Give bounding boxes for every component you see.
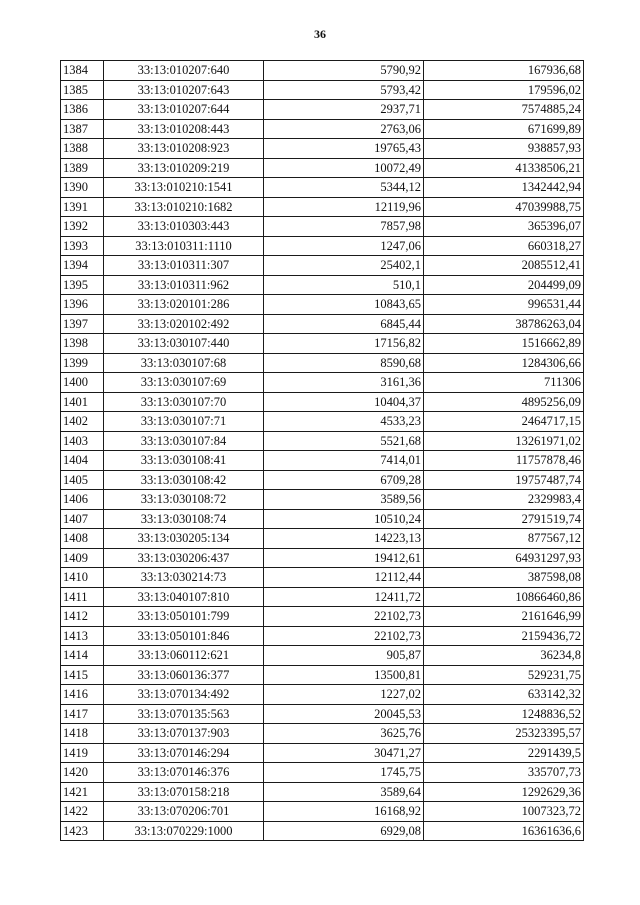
area-cell: 19765,43	[264, 139, 424, 159]
cadastral-number-cell: 33:13:010303:443	[104, 217, 264, 237]
table-row	[61, 548, 584, 568]
value-cell: 1007323,72	[424, 802, 584, 822]
area-cell: 12112,44	[264, 568, 424, 588]
cadastral-number-cell: 33:13:010311:307	[104, 256, 264, 276]
table-row	[61, 334, 584, 354]
value-cell: 365396,07	[424, 217, 584, 237]
area-cell: 3625,76	[264, 724, 424, 744]
row-number-cell: 1387	[61, 119, 104, 139]
value-cell: 167936,68	[424, 61, 584, 81]
table-row	[61, 724, 584, 744]
cadastral-number-cell: 33:13:070146:294	[104, 743, 264, 763]
row-number-cell: 1421	[61, 782, 104, 802]
parcel-table	[60, 60, 584, 841]
area-cell: 17156,82	[264, 334, 424, 354]
row-number-cell: 1390	[61, 178, 104, 198]
value-cell: 2161646,99	[424, 607, 584, 627]
row-number-cell: 1400	[61, 373, 104, 393]
cadastral-number-cell: 33:13:070206:701	[104, 802, 264, 822]
cadastral-number-cell: 33:13:010208:443	[104, 119, 264, 139]
row-number-cell: 1418	[61, 724, 104, 744]
table-row	[61, 802, 584, 822]
table-row	[61, 763, 584, 783]
row-number-cell: 1385	[61, 80, 104, 100]
row-number-cell: 1404	[61, 451, 104, 471]
area-cell: 5521,68	[264, 431, 424, 451]
cadastral-number-cell: 33:13:030107:69	[104, 373, 264, 393]
table-row	[61, 236, 584, 256]
cadastral-number-cell: 33:13:060112:621	[104, 646, 264, 666]
table-row	[61, 646, 584, 666]
area-cell: 12119,96	[264, 197, 424, 217]
value-cell: 2329983,4	[424, 490, 584, 510]
area-cell: 3589,64	[264, 782, 424, 802]
parcel-table-body	[61, 61, 584, 841]
area-cell: 6709,28	[264, 470, 424, 490]
row-number-cell: 1399	[61, 353, 104, 373]
table-row	[61, 217, 584, 237]
table-row	[61, 626, 584, 646]
table-row	[61, 470, 584, 490]
table-row	[61, 178, 584, 198]
row-number-cell: 1410	[61, 568, 104, 588]
row-number-cell: 1389	[61, 158, 104, 178]
area-cell: 4533,23	[264, 412, 424, 432]
cadastral-number-cell: 33:13:060136:377	[104, 665, 264, 685]
row-number-cell: 1408	[61, 529, 104, 549]
cadastral-number-cell: 33:13:020102:492	[104, 314, 264, 334]
value-cell: 529231,75	[424, 665, 584, 685]
row-number-cell: 1415	[61, 665, 104, 685]
page-number: 36	[314, 27, 326, 41]
area-cell: 25402,1	[264, 256, 424, 276]
area-cell: 10843,65	[264, 295, 424, 315]
table-row	[61, 587, 584, 607]
value-cell: 2791519,74	[424, 509, 584, 529]
cadastral-number-cell: 33:13:010207:644	[104, 100, 264, 120]
row-number-cell: 1384	[61, 61, 104, 81]
cadastral-number-cell: 33:13:030107:70	[104, 392, 264, 412]
cadastral-number-cell: 33:13:030107:440	[104, 334, 264, 354]
area-cell: 1745,75	[264, 763, 424, 783]
area-cell: 30471,27	[264, 743, 424, 763]
cadastral-number-cell: 33:13:030107:68	[104, 353, 264, 373]
row-number-cell: 1396	[61, 295, 104, 315]
area-cell: 3161,36	[264, 373, 424, 393]
area-cell: 8590,68	[264, 353, 424, 373]
cadastral-number-cell: 33:13:030108:41	[104, 451, 264, 471]
table-row	[61, 685, 584, 705]
row-number-cell: 1411	[61, 587, 104, 607]
table-row	[61, 665, 584, 685]
area-cell: 5793,42	[264, 80, 424, 100]
row-number-cell: 1413	[61, 626, 104, 646]
area-cell: 6845,44	[264, 314, 424, 334]
row-number-cell: 1405	[61, 470, 104, 490]
cadastral-number-cell: 33:13:010311:962	[104, 275, 264, 295]
row-number-cell: 1402	[61, 412, 104, 432]
table-row	[61, 80, 584, 100]
table-row	[61, 743, 584, 763]
value-cell: 387598,08	[424, 568, 584, 588]
table-row	[61, 373, 584, 393]
table-row	[61, 782, 584, 802]
value-cell: 633142,32	[424, 685, 584, 705]
area-cell: 16168,92	[264, 802, 424, 822]
table-row	[61, 139, 584, 159]
table-row	[61, 119, 584, 139]
value-cell: 47039988,75	[424, 197, 584, 217]
table-row	[61, 529, 584, 549]
area-cell: 2763,06	[264, 119, 424, 139]
area-cell: 10072,49	[264, 158, 424, 178]
table-row	[61, 353, 584, 373]
table-row	[61, 61, 584, 81]
value-cell: 16361636,6	[424, 821, 584, 841]
row-number-cell: 1417	[61, 704, 104, 724]
row-number-cell: 1406	[61, 490, 104, 510]
area-cell: 14223,13	[264, 529, 424, 549]
area-cell: 3589,56	[264, 490, 424, 510]
cadastral-number-cell: 33:13:010311:1110	[104, 236, 264, 256]
value-cell: 179596,02	[424, 80, 584, 100]
table-row	[61, 607, 584, 627]
cadastral-number-cell: 33:13:030205:134	[104, 529, 264, 549]
cadastral-number-cell: 33:13:020101:286	[104, 295, 264, 315]
row-number-cell: 1409	[61, 548, 104, 568]
value-cell: 41338506,21	[424, 158, 584, 178]
row-number-cell: 1412	[61, 607, 104, 627]
cadastral-number-cell: 33:13:010210:1682	[104, 197, 264, 217]
row-number-cell: 1423	[61, 821, 104, 841]
value-cell: 877567,12	[424, 529, 584, 549]
cadastral-number-cell: 33:13:050101:846	[104, 626, 264, 646]
area-cell: 905,87	[264, 646, 424, 666]
value-cell: 711306	[424, 373, 584, 393]
row-number-cell: 1416	[61, 685, 104, 705]
value-cell: 4895256,09	[424, 392, 584, 412]
cadastral-number-cell: 33:13:070134:492	[104, 685, 264, 705]
row-number-cell: 1419	[61, 743, 104, 763]
row-number-cell: 1398	[61, 334, 104, 354]
area-cell: 5790,92	[264, 61, 424, 81]
value-cell: 38786263,04	[424, 314, 584, 334]
cadastral-number-cell: 33:13:010210:1541	[104, 178, 264, 198]
row-number-cell: 1386	[61, 100, 104, 120]
value-cell: 64931297,93	[424, 548, 584, 568]
row-number-cell: 1394	[61, 256, 104, 276]
value-cell: 1516662,89	[424, 334, 584, 354]
row-number-cell: 1393	[61, 236, 104, 256]
table-row	[61, 275, 584, 295]
row-number-cell: 1422	[61, 802, 104, 822]
table-row	[61, 100, 584, 120]
area-cell: 6929,08	[264, 821, 424, 841]
row-number-cell: 1392	[61, 217, 104, 237]
area-cell: 510,1	[264, 275, 424, 295]
area-cell: 5344,12	[264, 178, 424, 198]
value-cell: 335707,73	[424, 763, 584, 783]
value-cell: 13261971,02	[424, 431, 584, 451]
row-number-cell: 1395	[61, 275, 104, 295]
table-row	[61, 295, 584, 315]
cadastral-number-cell: 33:13:030214:73	[104, 568, 264, 588]
table-row	[61, 431, 584, 451]
cadastral-number-cell: 33:13:030108:72	[104, 490, 264, 510]
area-cell: 20045,53	[264, 704, 424, 724]
cadastral-number-cell: 33:13:030108:74	[104, 509, 264, 529]
row-number-cell: 1401	[61, 392, 104, 412]
value-cell: 11757878,46	[424, 451, 584, 471]
table-row	[61, 451, 584, 471]
row-number-cell: 1403	[61, 431, 104, 451]
area-cell: 10510,24	[264, 509, 424, 529]
value-cell: 204499,09	[424, 275, 584, 295]
area-cell: 7414,01	[264, 451, 424, 471]
area-cell: 22102,73	[264, 626, 424, 646]
area-cell: 2937,71	[264, 100, 424, 120]
table-row	[61, 412, 584, 432]
value-cell: 10866460,86	[424, 587, 584, 607]
value-cell: 660318,27	[424, 236, 584, 256]
table-row	[61, 568, 584, 588]
cadastral-number-cell: 33:13:030107:84	[104, 431, 264, 451]
area-cell: 12411,72	[264, 587, 424, 607]
table-row	[61, 158, 584, 178]
value-cell: 938857,93	[424, 139, 584, 159]
row-number-cell: 1407	[61, 509, 104, 529]
value-cell: 2291439,5	[424, 743, 584, 763]
area-cell: 13500,81	[264, 665, 424, 685]
value-cell: 1292629,36	[424, 782, 584, 802]
table-row	[61, 704, 584, 724]
cadastral-number-cell: 33:13:070146:376	[104, 763, 264, 783]
value-cell: 996531,44	[424, 295, 584, 315]
cadastral-number-cell: 33:13:030108:42	[104, 470, 264, 490]
table-row	[61, 314, 584, 334]
area-cell: 19412,61	[264, 548, 424, 568]
cadastral-number-cell: 33:13:010207:643	[104, 80, 264, 100]
cadastral-number-cell: 33:13:030107:71	[104, 412, 264, 432]
cadastral-number-cell: 33:13:010209:219	[104, 158, 264, 178]
value-cell: 1248836,52	[424, 704, 584, 724]
cadastral-number-cell: 33:13:010207:640	[104, 61, 264, 81]
value-cell: 25323395,57	[424, 724, 584, 744]
area-cell: 1247,06	[264, 236, 424, 256]
cadastral-number-cell: 33:13:040107:810	[104, 587, 264, 607]
value-cell: 1342442,94	[424, 178, 584, 198]
row-number-cell: 1420	[61, 763, 104, 783]
row-number-cell: 1391	[61, 197, 104, 217]
area-cell: 7857,98	[264, 217, 424, 237]
row-number-cell: 1397	[61, 314, 104, 334]
cadastral-number-cell: 33:13:070158:218	[104, 782, 264, 802]
value-cell: 7574885,24	[424, 100, 584, 120]
value-cell: 1284306,66	[424, 353, 584, 373]
table-row	[61, 509, 584, 529]
cadastral-number-cell: 33:13:030206:437	[104, 548, 264, 568]
row-number-cell: 1388	[61, 139, 104, 159]
cadastral-number-cell: 33:13:070137:903	[104, 724, 264, 744]
cadastral-number-cell: 33:13:010208:923	[104, 139, 264, 159]
value-cell: 671699,89	[424, 119, 584, 139]
table-row	[61, 392, 584, 412]
cadastral-number-cell: 33:13:050101:799	[104, 607, 264, 627]
table-row	[61, 197, 584, 217]
value-cell: 2159436,72	[424, 626, 584, 646]
area-cell: 22102,73	[264, 607, 424, 627]
value-cell: 2085512,41	[424, 256, 584, 276]
table-row	[61, 256, 584, 276]
cadastral-number-cell: 33:13:070229:1000	[104, 821, 264, 841]
table-row	[61, 490, 584, 510]
cadastral-number-cell: 33:13:070135:563	[104, 704, 264, 724]
value-cell: 36234,8	[424, 646, 584, 666]
table-row	[61, 821, 584, 841]
value-cell: 2464717,15	[424, 412, 584, 432]
area-cell: 1227,02	[264, 685, 424, 705]
value-cell: 19757487,74	[424, 470, 584, 490]
row-number-cell: 1414	[61, 646, 104, 666]
area-cell: 10404,37	[264, 392, 424, 412]
